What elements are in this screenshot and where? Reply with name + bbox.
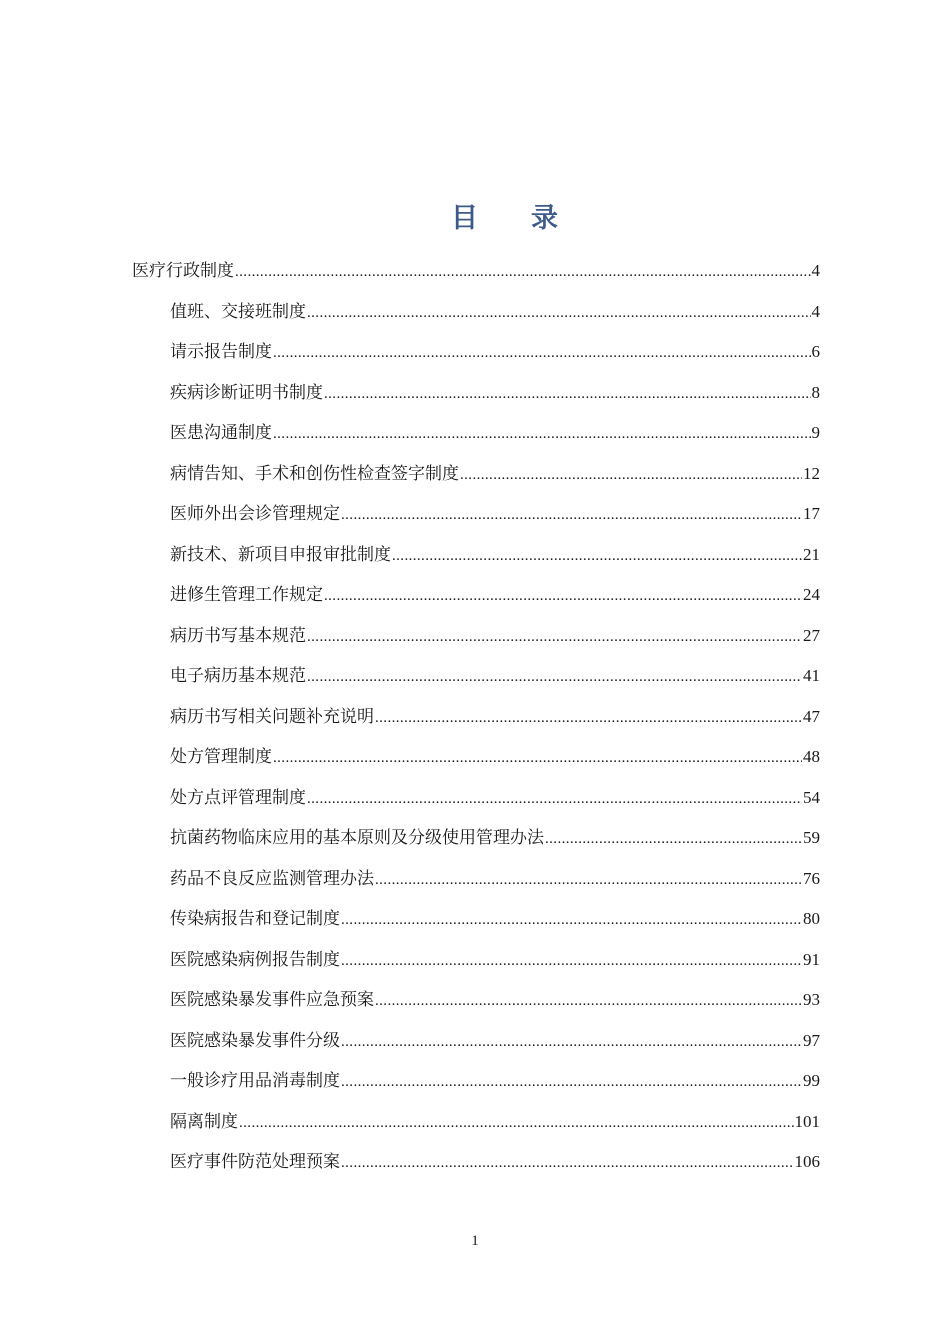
toc-entry-label: 值班、交接班制度 [170, 302, 306, 322]
toc-entry-label: 药品不良反应监测管理办法 [170, 869, 374, 889]
toc-entry-label: 医患沟通制度 [170, 423, 272, 443]
toc-entry[interactable] [170, 420, 820, 446]
toc-entry-label: 医院感染暴发事件分级 [170, 1031, 340, 1051]
toc-entry[interactable] [170, 906, 820, 932]
toc-entry[interactable] [170, 461, 820, 487]
page-title [0, 196, 950, 235]
page-title-char-2: 录 [531, 203, 559, 234]
toc-entry[interactable] [170, 380, 820, 406]
toc-entry[interactable] [170, 339, 820, 365]
toc-entry-label: 疾病诊断证明书制度 [170, 383, 323, 403]
toc-entry-label: 请示报告制度 [170, 342, 272, 362]
toc-dot-leader [307, 300, 811, 326]
toc-entry-page-number: 24 [803, 585, 820, 604]
toc-dot-leader [375, 867, 802, 893]
toc-dot-leader [307, 624, 802, 650]
toc-dot-leader [307, 664, 802, 690]
toc-entry[interactable] [170, 866, 820, 892]
toc-dot-leader [375, 988, 802, 1014]
toc-entry-page-number: 106 [794, 1152, 820, 1171]
toc-entry-label: 病情告知、手术和创伤性检查签字制度 [170, 464, 459, 484]
toc-entry-label: 隔离制度 [170, 1112, 238, 1132]
toc-entry[interactable] [170, 825, 820, 851]
toc-entry[interactable] [170, 542, 820, 568]
toc-entry-label: 处方点评管理制度 [170, 788, 306, 808]
toc-entry-page-number: 97 [803, 1031, 820, 1050]
toc-dot-leader [273, 421, 811, 447]
toc-entry-label: 一般诊疗用品消毒制度 [170, 1071, 340, 1091]
toc-entry-page-number: 27 [803, 626, 820, 645]
toc-entry[interactable] [170, 987, 820, 1013]
toc-entry-label: 抗菌药物临床应用的基本原则及分级使用管理办法 [170, 828, 544, 848]
toc-entry[interactable] [170, 1149, 820, 1175]
toc-entry[interactable] [170, 785, 820, 811]
footer-page-number: 1 [471, 1233, 479, 1249]
toc-entry-label: 进修生管理工作规定 [170, 585, 323, 605]
toc-dot-leader [341, 1150, 794, 1176]
toc-dot-leader [460, 462, 802, 488]
toc-entry[interactable] [170, 744, 820, 770]
toc-entry-page-number: 47 [803, 707, 820, 726]
toc-entry[interactable] [170, 582, 820, 608]
toc-entry[interactable] [170, 1068, 820, 1094]
toc-dot-leader [307, 786, 802, 812]
toc-entry-label: 医院感染病例报告制度 [170, 950, 340, 970]
page-title-char-1: 目 [451, 203, 479, 234]
toc-dot-leader [375, 705, 802, 731]
toc-entry-page-number: 54 [803, 788, 820, 807]
toc-dot-leader [273, 745, 802, 771]
toc-entry-label: 处方管理制度 [170, 747, 272, 767]
toc-dot-leader [239, 1110, 794, 1136]
toc-entry[interactable] [170, 1028, 820, 1054]
toc-entry-label: 医疗事件防范处理预案 [170, 1152, 340, 1172]
toc-entry-label: 传染病报告和登记制度 [170, 909, 340, 929]
toc-entry[interactable] [170, 299, 820, 325]
toc-entry-label: 医疗行政制度 [132, 261, 234, 281]
toc-dot-leader [341, 502, 802, 528]
toc-entry[interactable] [170, 623, 820, 649]
toc-entry-label: 医师外出会诊管理规定 [170, 504, 340, 524]
toc-entry-label: 医院感染暴发事件应急预案 [170, 990, 374, 1010]
toc-entry-page-number: 80 [803, 909, 820, 928]
toc-dot-leader [392, 543, 802, 569]
toc-entry-page-number: 6 [811, 342, 820, 361]
toc-entry-label: 电子病历基本规范 [170, 666, 306, 686]
toc-entry-page-number: 21 [803, 545, 820, 564]
toc-entry-label: 病历书写相关问题补充说明 [170, 707, 374, 727]
toc-entry-page-number: 93 [803, 990, 820, 1009]
toc-entry-page-number: 4 [811, 302, 820, 321]
toc-entry-page-number: 76 [803, 869, 820, 888]
toc-dot-leader [341, 948, 802, 974]
toc-entry-page-number: 4 [811, 261, 820, 280]
toc-entry[interactable] [170, 947, 820, 973]
toc-entry[interactable] [170, 704, 820, 730]
toc-entry-page-number: 41 [803, 666, 820, 685]
toc-dot-leader [545, 826, 802, 852]
toc-dot-leader [341, 1069, 802, 1095]
toc-entry[interactable] [170, 501, 820, 527]
toc-entry-page-number: 91 [803, 950, 820, 969]
toc-entry[interactable] [170, 1109, 820, 1135]
toc-entry-label: 新技术、新项目申报审批制度 [170, 545, 391, 565]
toc-entry-page-number: 17 [803, 504, 820, 523]
toc-entry-page-number: 9 [811, 423, 820, 442]
toc-entry[interactable] [132, 258, 820, 284]
toc-dot-leader [324, 583, 802, 609]
toc-entry-page-number: 12 [803, 464, 820, 483]
toc-entry-page-number: 48 [803, 747, 820, 766]
toc-dot-leader [324, 381, 811, 407]
toc-entry-label: 病历书写基本规范 [170, 626, 306, 646]
toc-entry-page-number: 59 [803, 828, 820, 847]
toc-entry[interactable] [170, 663, 820, 689]
toc-dot-leader [341, 1029, 802, 1055]
toc-entry-page-number: 99 [803, 1071, 820, 1090]
toc-dot-leader [235, 259, 811, 285]
toc-dot-leader [273, 340, 811, 366]
toc-dot-leader [341, 907, 802, 933]
toc-entry-page-number: 8 [811, 383, 820, 402]
toc-entry-page-number: 101 [794, 1112, 820, 1131]
